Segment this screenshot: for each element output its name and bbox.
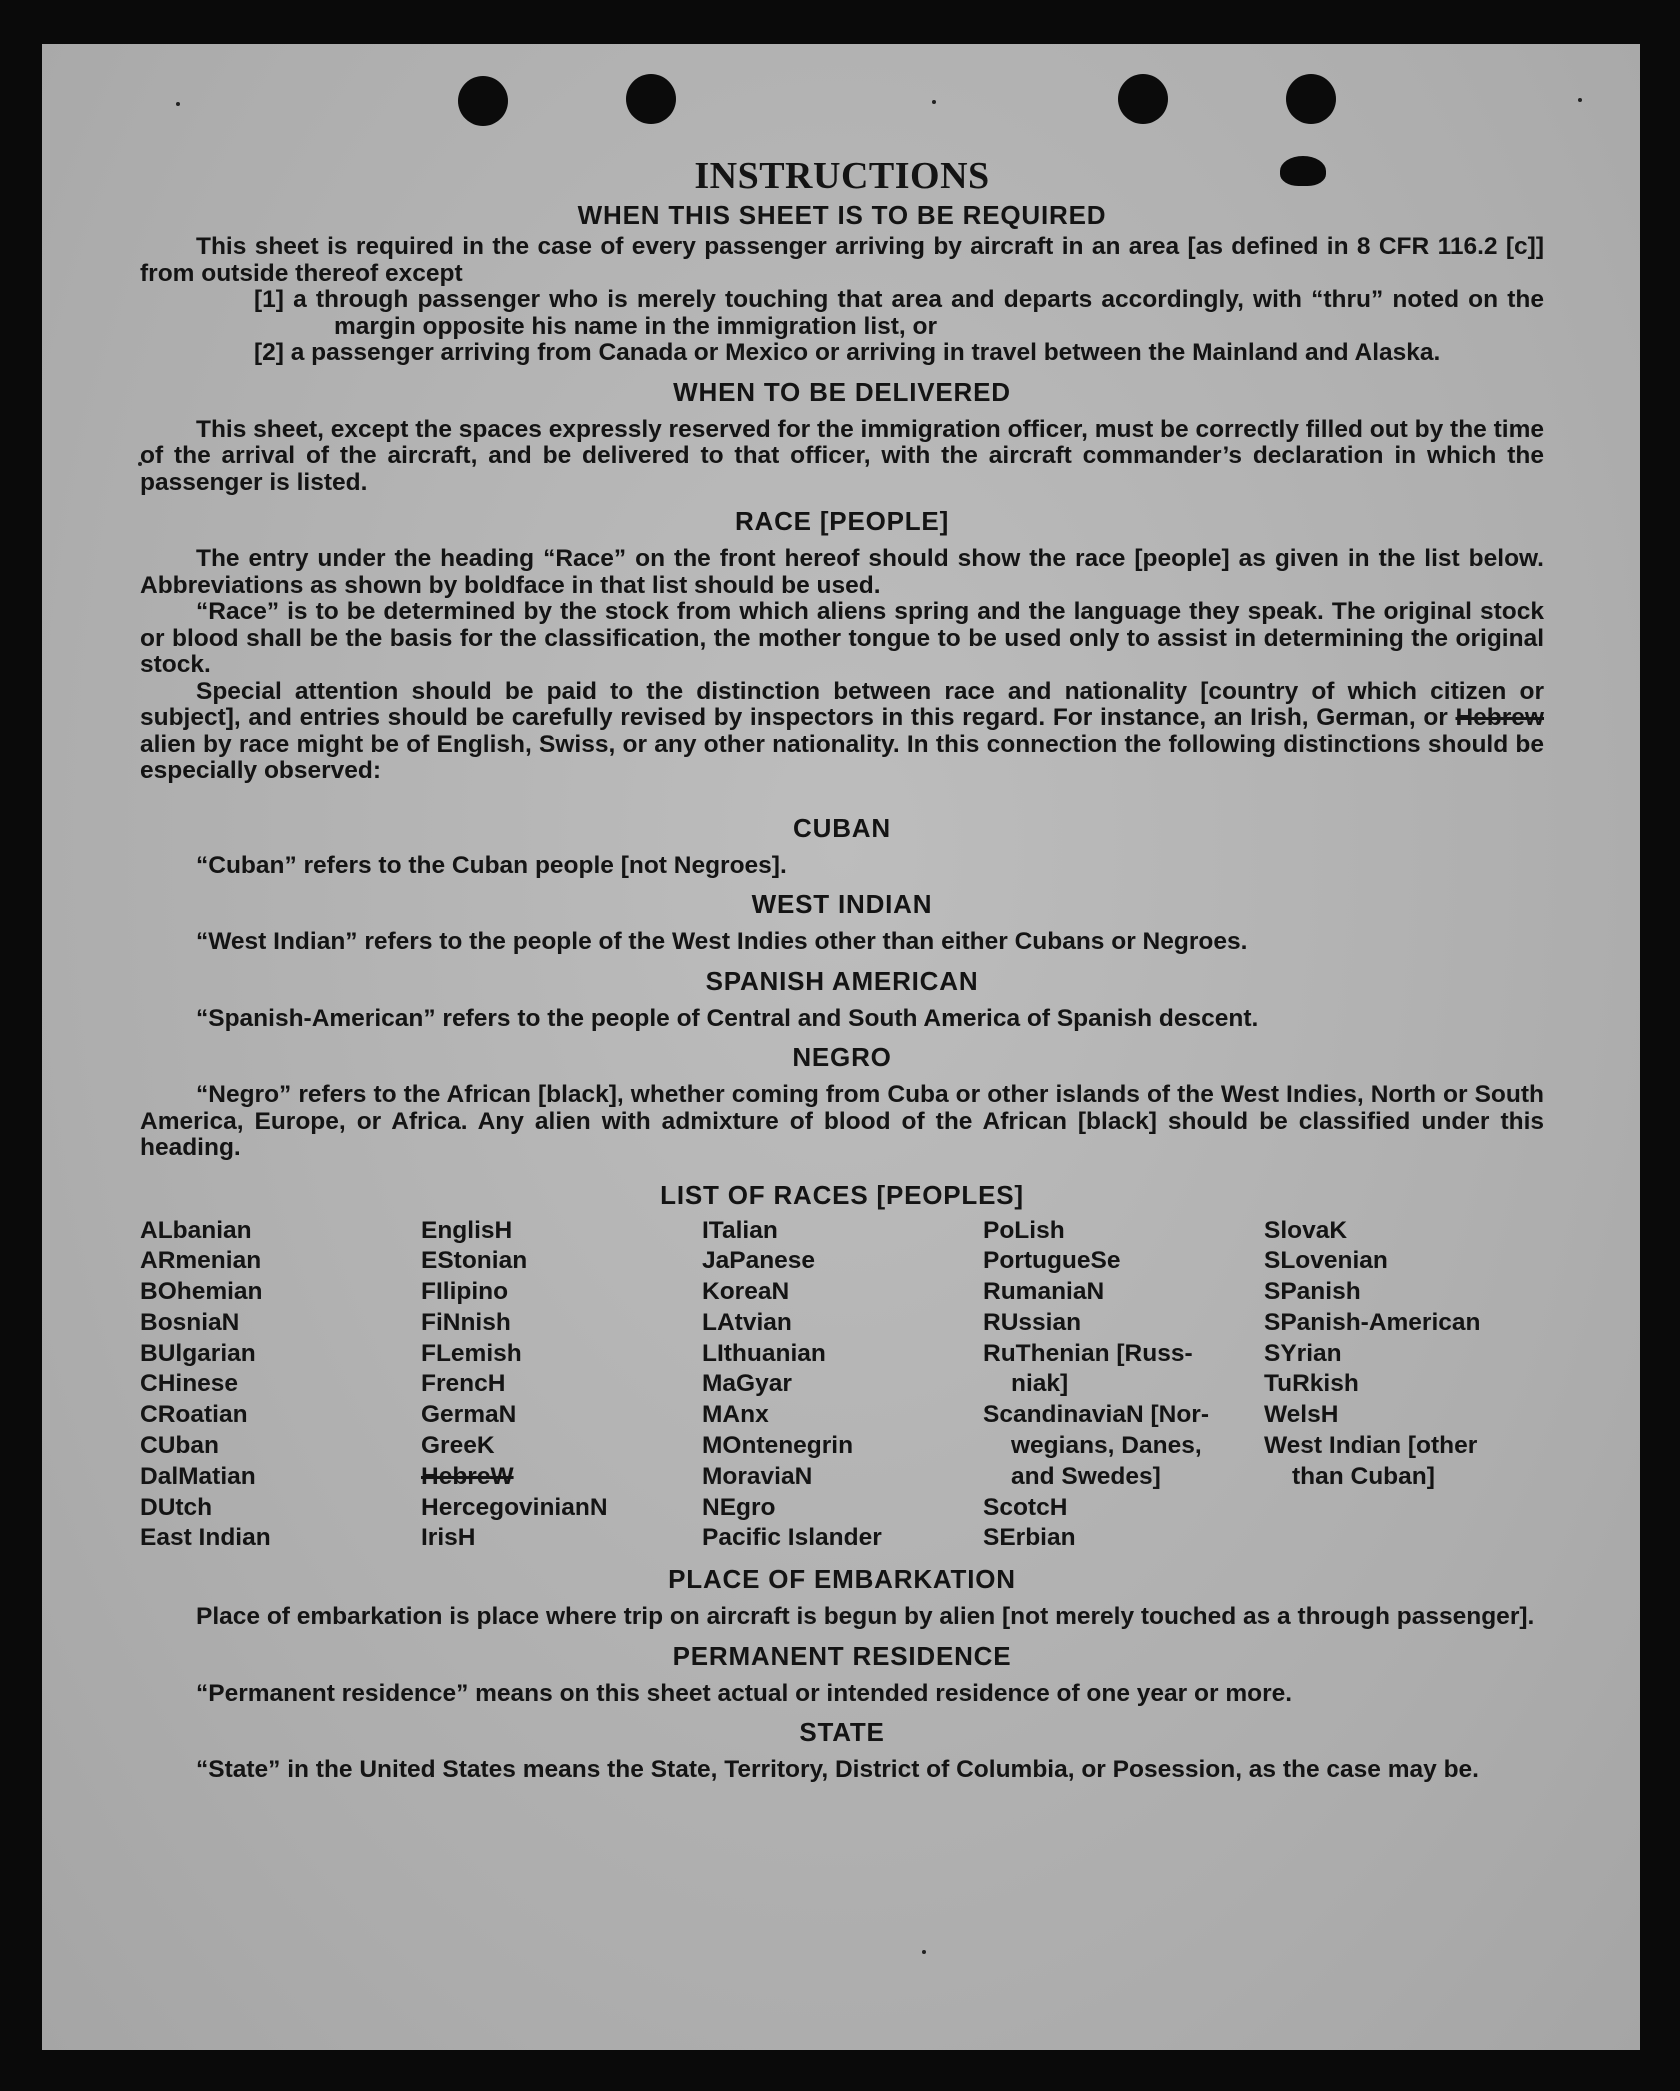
race-item: PoLish <box>983 1216 1065 1244</box>
race-item: SlovaK <box>1264 1216 1348 1244</box>
race-item: FIlipino <box>421 1278 509 1306</box>
negro-text: “Negro” refers to the African [black], whether coming from Cuba or other islands of the West Indies, North or South America, Europe, or Africa. Any alien with admixture of blood of the African [black] should be classified under this heading. <box>140 1081 1544 1161</box>
required-item-2: [2] a passenger arriving from Canada or Mexico or arriving in travel between the Mainland and Alaska. <box>254 339 1441 366</box>
race-item: CUban <box>140 1432 219 1460</box>
heading-state: STATE <box>799 1717 885 1748</box>
heading-race: RACE [PEOPLE] <box>734 506 950 536</box>
race-item: BOhemian <box>140 1278 263 1306</box>
race-paragraph-3 <box>140 679 1544 785</box>
race-item: GreeK <box>421 1432 495 1460</box>
heading-spanish-american: SPANISH AMERICAN <box>705 965 979 996</box>
race-item: ITalian <box>702 1216 778 1244</box>
race-item-continued: and Swedes] <box>1011 1462 1161 1490</box>
race-item: CHinese <box>140 1370 239 1398</box>
punch-hole <box>1286 74 1336 124</box>
race-item: NEgro <box>702 1493 776 1521</box>
races-column-2 <box>421 1216 702 1555</box>
race-item: West Indian [other <box>1264 1432 1478 1460</box>
race-item: SErbian <box>983 1524 1076 1552</box>
race-item: BUlgarian <box>140 1339 256 1367</box>
race-item-continued: than Cuban] <box>1292 1462 1435 1490</box>
delivered-text: This sheet, except the spaces expressly reserved for the immigration officer, must be correctly filled out by the time of the arrival of the aircraft, and be delivered to that officer, with the aircraft commander’s declaration in which the passenger is listed. <box>140 415 1544 496</box>
races-column-5 <box>1264 1216 1544 1555</box>
heading-list-of-races: LIST OF RACES [PEOPLES] <box>660 1179 1024 1210</box>
heading-required: WHEN THIS SHEET IS TO BE REQUIRED <box>577 200 1107 230</box>
race-item-struck: HebreW <box>421 1462 514 1490</box>
race-paragraph-2: “Race” is to be determined by the stock from which aliens spring and the language they speak. The original stock or blood shall be the basis for the classification, the mother tongue to be used only to assist in determining the original stock. <box>140 598 1544 678</box>
race-item: HercegovinianN <box>421 1493 608 1521</box>
heading-negro: NEGRO <box>792 1042 892 1072</box>
race-item: SPanish <box>1264 1278 1361 1306</box>
race-item: SPanish-American <box>1264 1308 1481 1336</box>
cuban-text: “Cuban” refers to the Cuban people [not Negroes]. <box>196 851 787 879</box>
residence-text: “Permanent residence” means on this sheet actual or intended residence of one year or more. <box>196 1679 1293 1707</box>
race-item: MoraviaN <box>702 1462 813 1490</box>
speck <box>932 100 936 104</box>
race-item: GermaN <box>421 1401 517 1429</box>
race-item: MOntenegrin <box>702 1432 854 1460</box>
race-item: IrisH <box>421 1524 476 1552</box>
heading-cuban: CUBAN <box>793 812 891 843</box>
race-item-continued: wegians, Danes, <box>1011 1432 1202 1460</box>
embarkation-text: Place of embarkation is place where trip on aircraft is begun by alien [not merely touched as a through passenger]. <box>196 1603 1535 1631</box>
race-item: Pacific Islander <box>702 1524 882 1552</box>
heading-embarkation: PLACE OF EMBARKATION <box>668 1564 1016 1595</box>
race-item: ARmenian <box>140 1247 262 1275</box>
speck <box>1578 98 1582 102</box>
race-item: FLemish <box>421 1339 522 1367</box>
race-item: TuRkish <box>1264 1370 1359 1398</box>
race-item: PortugueSe <box>983 1247 1121 1275</box>
heading-west-indian: WEST INDIAN <box>751 889 933 919</box>
race-item: East Indian <box>140 1524 271 1552</box>
races-column-4 <box>983 1216 1264 1555</box>
heading-residence: PERMANENT RESIDENCE <box>672 1640 1012 1671</box>
race-item: LIthuanian <box>702 1339 826 1367</box>
race-item: RumaniaN <box>983 1278 1105 1306</box>
race-item: ALbanian <box>140 1216 252 1244</box>
race-paragraph-3-a: Special attention should be paid to the distinction between race and nationality [country of which citizen or subject], and entries should be carefully revised by inspectors in this regard. For instance, an Irish, German, or <box>140 677 1544 731</box>
spanish-american-text: “Spanish-American” refers to the people of Central and South America of Spanish descent. <box>196 1004 1259 1032</box>
race-item: EnglisH <box>421 1216 513 1244</box>
race-item: RuThenian [Russ- <box>983 1339 1193 1367</box>
heading-delivered: WHEN TO BE DELIVERED <box>673 376 1011 407</box>
race-paragraph-3-b: alien by race might be of English, Swiss, or any other nationality. In this connection the following distinctions should be especially observed: <box>140 730 1544 784</box>
race-item: RUssian <box>983 1308 1082 1336</box>
race-item: DUtch <box>140 1493 213 1521</box>
speck <box>922 1950 926 1954</box>
page-title: INSTRUCTIONS <box>694 155 990 197</box>
state-text: “State” in the United States means the State, Territory, District of Columbia, or Posession, as the case may be. <box>196 1756 1479 1784</box>
punch-hole <box>626 74 676 124</box>
race-item: ScotcH <box>983 1493 1068 1521</box>
race-item: CRoatian <box>140 1401 248 1429</box>
race-item: DalMatian <box>140 1462 256 1490</box>
race-item: SYrian <box>1264 1339 1342 1367</box>
race-item: ScandinaviaN [Nor- <box>983 1401 1209 1429</box>
race-item: WelsH <box>1264 1401 1339 1429</box>
race-item: FrencH <box>421 1370 506 1398</box>
race-item: MaGyar <box>702 1370 792 1398</box>
race-item: JaPanese <box>702 1247 816 1275</box>
struck-word: Hebrew <box>1455 704 1544 731</box>
race-item-continued: niak] <box>1011 1370 1069 1398</box>
races-column-1 <box>140 1216 421 1555</box>
punch-hole <box>1118 74 1168 124</box>
west-indian-text: “West Indian” refers to the people of the West Indies other than either Cubans or Negroes. <box>196 928 1248 955</box>
race-paragraph-1: The entry under the heading “Race” on the front hereof should show the race [people] as given in the list below. Abbreviations as shown by boldface in that list should be used. <box>140 545 1544 599</box>
race-item: LAtvian <box>702 1308 792 1336</box>
required-item-1: [1] a through passenger who is merely touching that area and departs accordingly, with “thru” noted on the margin opposite his name in the immigration list, or <box>254 286 1544 340</box>
races-list <box>140 1216 1544 1555</box>
race-item: KoreaN <box>702 1278 790 1306</box>
race-item: EStonian <box>421 1247 528 1275</box>
instructions-body <box>140 156 1544 1784</box>
required-intro: This sheet is required in the case of every passenger arriving by aircraft in an area [as defined in 8 CFR 116.2 [c]] from outside thereof except <box>140 233 1544 287</box>
races-column-3 <box>702 1216 983 1555</box>
race-item: SLovenian <box>1264 1247 1388 1275</box>
race-item: BosniaN <box>140 1308 240 1336</box>
race-item: FiNnish <box>421 1308 511 1336</box>
race-item: MAnx <box>702 1401 769 1429</box>
speck <box>176 102 180 106</box>
punch-hole <box>458 76 508 126</box>
